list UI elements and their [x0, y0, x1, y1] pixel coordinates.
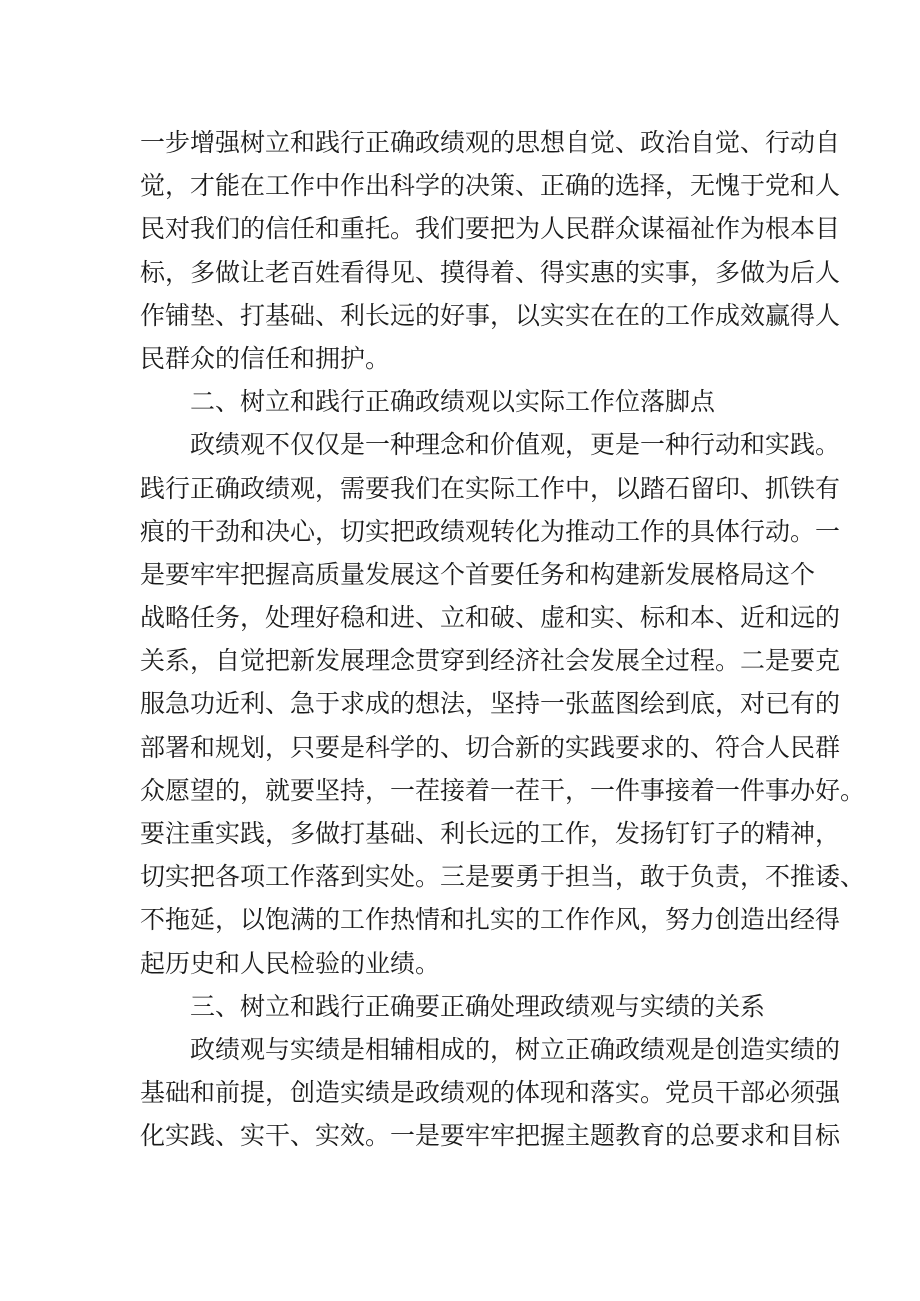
text-line: 服急功近利、急于求成的想法，坚持一张蓝图绘到底，对已有的 [140, 689, 841, 719]
text-line: 民对我们的信任和重托。我们要把为人民群众谋福祉作为根本目 [140, 214, 841, 244]
document-body [140, 121, 866, 1158]
paragraph-3 [140, 1028, 841, 1158]
text-line: 战略任务，处理好稳和进、立和破、虚和实、标和本、近和远的 [140, 603, 841, 633]
text-line: 是要牢牢把握高质量发展这个首要任务和构建新发展格局这个 [140, 559, 816, 589]
text-line: 政绩观不仅仅是一种理念和价值观，更是一种行动和实践。 [190, 430, 841, 460]
text-line: 痕的干劲和决心，切实把政绩观转化为推动工作的具体行动。一 [140, 516, 841, 546]
text-line: 化实践、实干、实效。一是要牢牢把握主题教育的总要求和目标 [140, 1121, 841, 1151]
section-heading-3: 三、树立和践行正确要正确处理政绩观与实绩的关系 [190, 991, 766, 1021]
text-line: 一步增强树立和践行正确政绩观的思想自觉、政治自觉、行动自 [140, 128, 841, 157]
text-line: 部署和规划，只要是科学的、切合新的实践要求的、符合人民群 [140, 732, 841, 762]
text-line: 作铺垫、打基础、利长远的好事，以实实在在的工作成效赢得人 [140, 300, 841, 330]
text-line: 起历史和人民检验的业绩。 [140, 948, 441, 978]
text-line: 切实把各项工作落到实处。三是要勇于担当，敢于负责，不推诿、 [140, 862, 866, 892]
text-line: 众愿望的，就要坚持，一茬接着一茬干，一件事接着一件事办好。 [140, 775, 866, 805]
text-line: 关系，自觉把新发展理念贯穿到经济社会发展全过程。二是要克 [140, 646, 841, 676]
text-line: 政绩观与实绩是相辅相成的，树立正确政绩观是创造实绩的 [190, 1034, 841, 1064]
paragraph-1 [140, 121, 841, 380]
section-heading-2: 二、树立和践行正确政绩观以实际工作位落脚点 [190, 387, 716, 417]
paragraph-2 [140, 423, 866, 984]
text-line: 基础和前提，创造实绩是政绩观的体现和落实。党员干部必须强 [140, 1078, 841, 1108]
text-line: 践行正确政绩观，需要我们在实际工作中，以踏石留印、抓铁有 [140, 473, 841, 503]
text-line: 标，多做让老百姓看得见、摸得着、得实惠的实事，多做为后人 [140, 257, 841, 287]
text-line: 觉，才能在工作中作出科学的决策、正确的选择，无愧于党和人 [140, 171, 841, 201]
text-line: 民群众的信任和拥护。 [140, 343, 391, 373]
text-line: 不拖延，以饱满的工作热情和扎实的工作作风，努力创造出经得 [140, 905, 841, 935]
text-line: 要注重实践，多做打基础、利长远的工作，发扬钉钉子的精神， [140, 819, 841, 848]
